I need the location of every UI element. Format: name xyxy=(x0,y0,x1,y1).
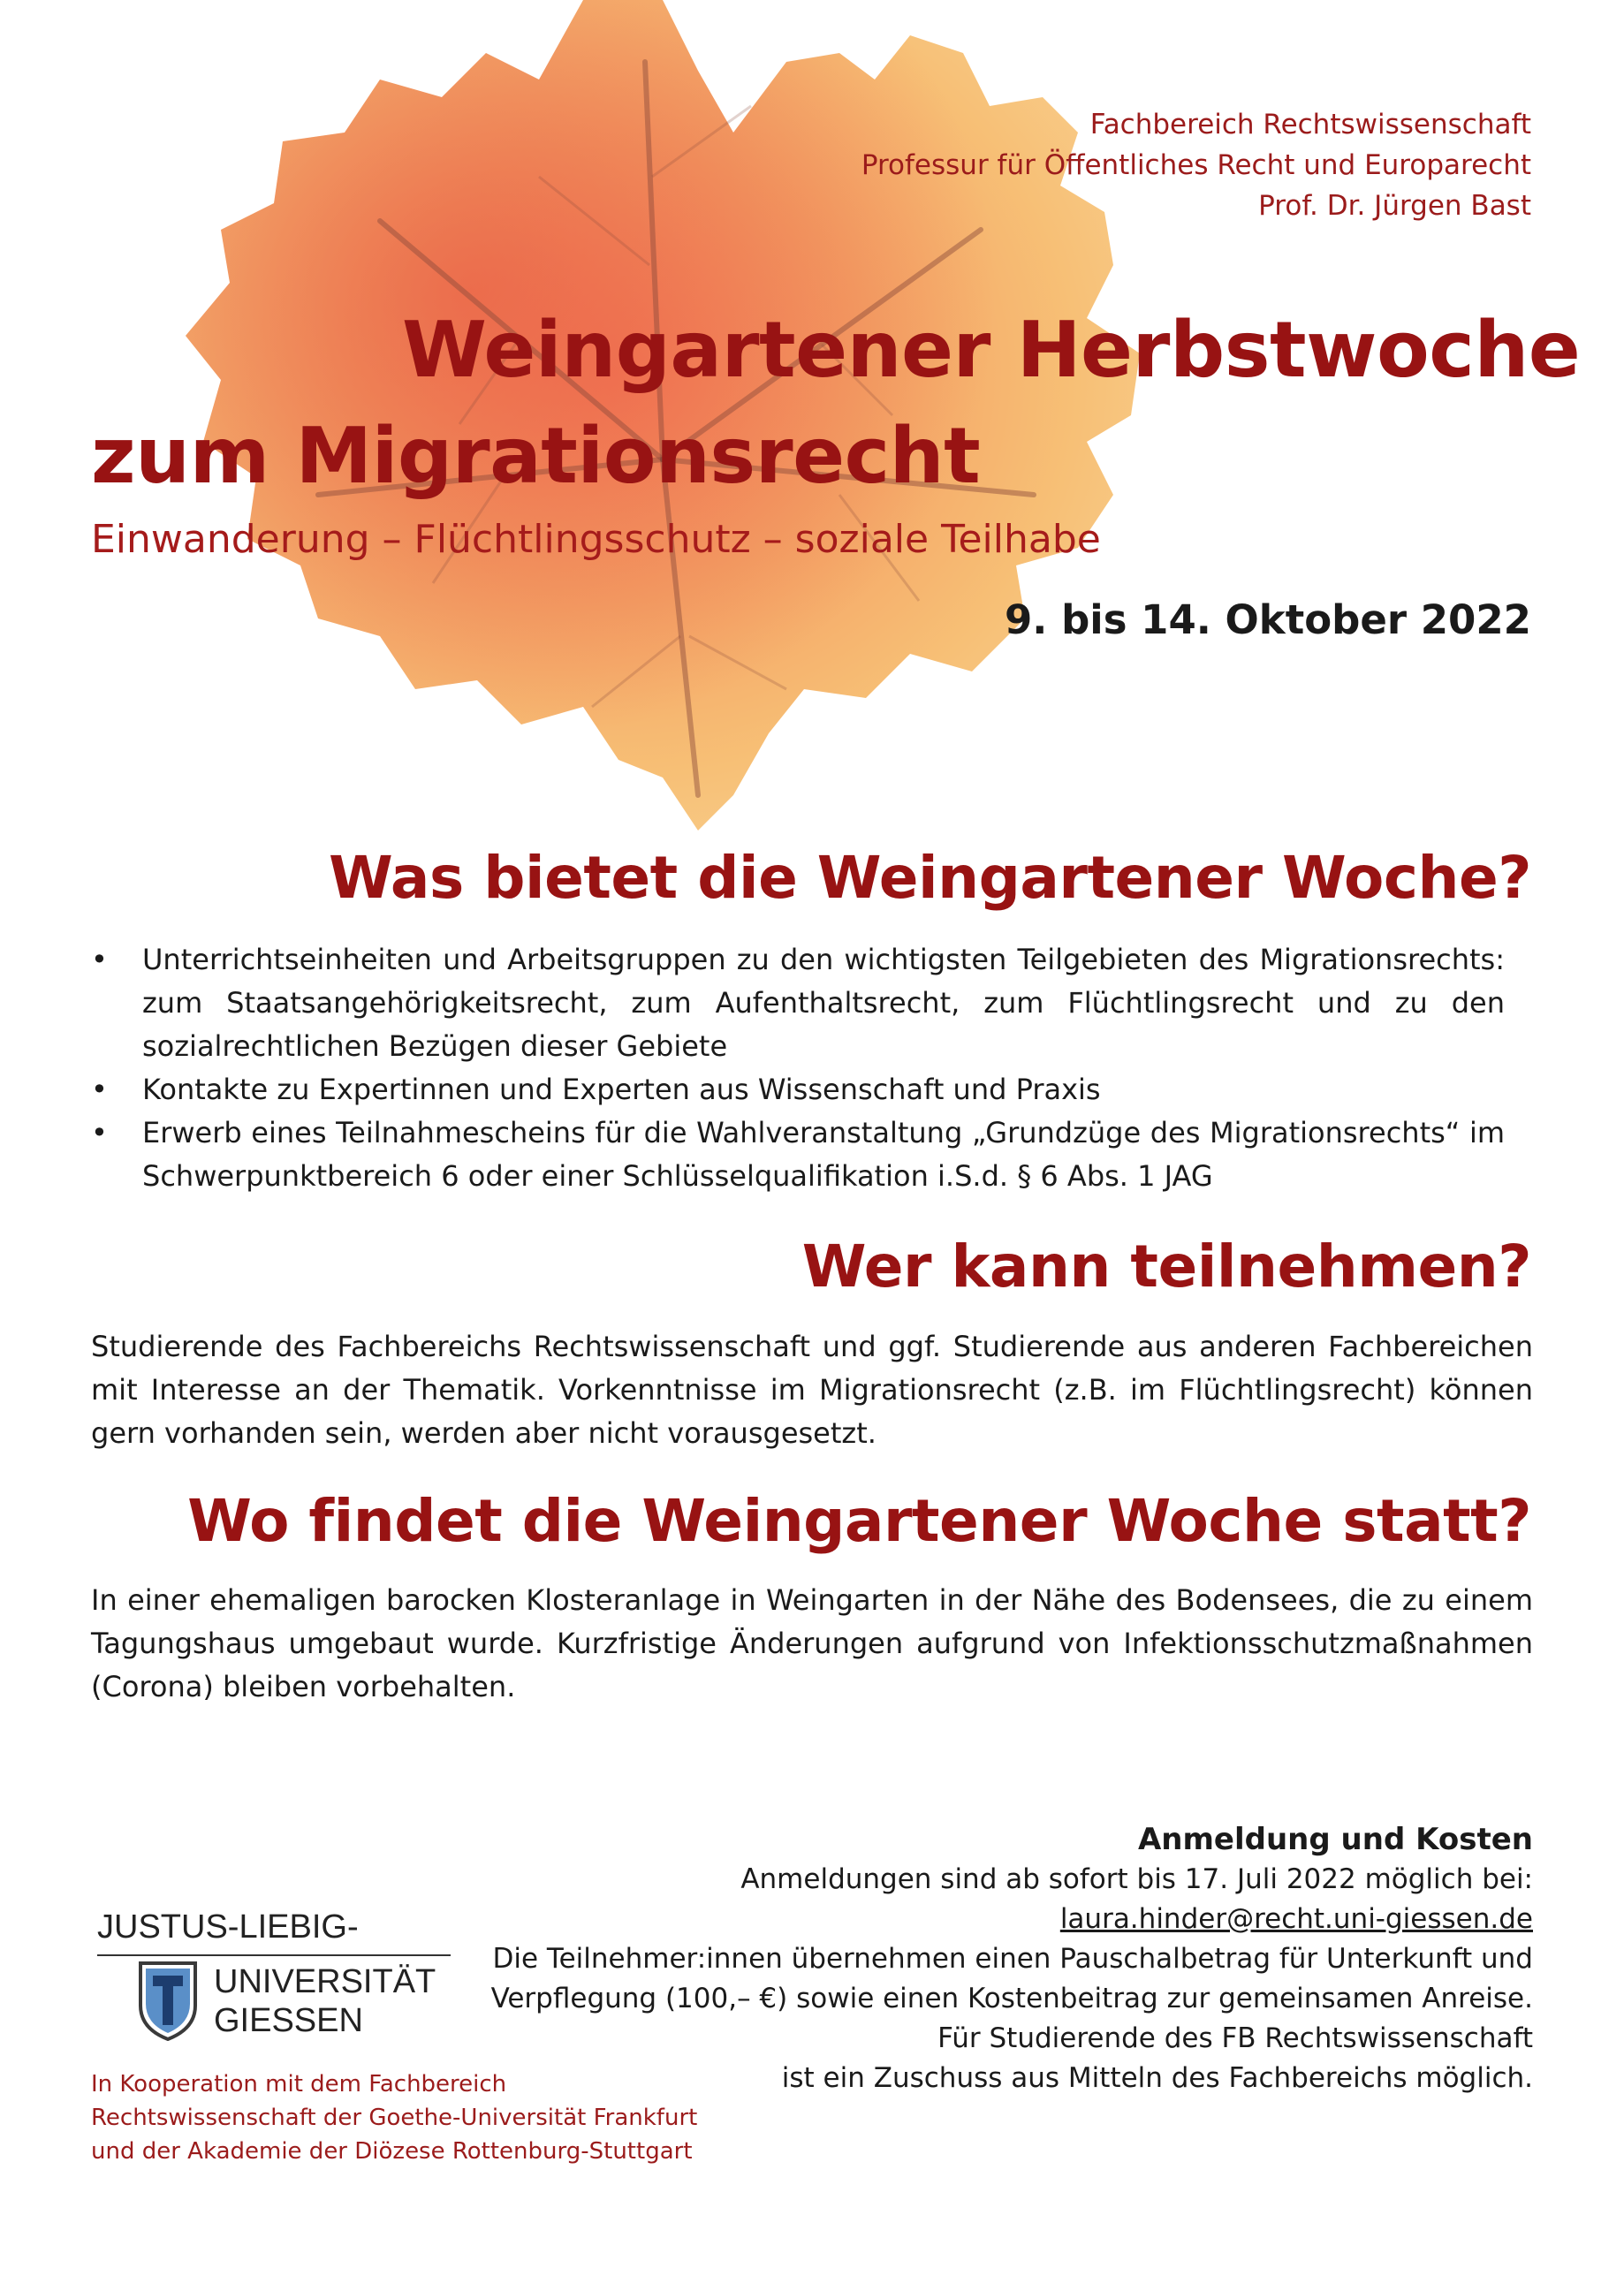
registration-deadline: Anmeldungen sind ab sofort bis 17. Juli 2022 möglich bei: xyxy=(740,1863,1533,1895)
logo-text-line3: GIESSEN xyxy=(214,2002,363,2039)
logo-divider xyxy=(97,1954,451,1956)
logo-text-line1: JUSTUS-LIEBIG- xyxy=(97,1908,359,1946)
where-text: In einer ehemaligen barocken Klosteranlage in Weingarten in der Nähe des Bodensees, die zu einem Tagungshaus umgebaut wurde. Kurzfristige Änderungen aufgrund von Infektionsschutzmaßnahmen (Corona) bleiben vorbehalten. xyxy=(91,1583,1533,1703)
university-shield-icon xyxy=(137,1960,199,2041)
registration-subsidy-line1: Für Studierende des FB Rechtswissenschaft xyxy=(937,2022,1533,2054)
offer-heading: Was bietet die Weingartener Woche? xyxy=(328,844,1531,912)
registration-cost-line1: Die Teilnehmer:innen übernehmen einen Pauschalbetrag für Unterkunft und xyxy=(492,1943,1533,1975)
registration-subsidy-line2: ist ein Zuschuss aus Mitteln des Fachbereichs möglich. xyxy=(781,2062,1533,2094)
who-text: Studierende des Fachbereichs Rechtswissenschaft und ggf. Studierende aus anderen Fachbereichen mit Interesse an der Thematik. Vorkenntnisse im Migrationsrecht (z.B. im Flüchtlingsrecht) können gern vorhanden sein, werden aber nicht vorausgesetzt. xyxy=(91,1330,1533,1450)
event-title-line2: zum Migrationsrecht xyxy=(91,411,981,501)
list-item xyxy=(91,938,1505,1068)
registration-block xyxy=(384,1820,1533,2098)
event-title-line1: Weingartener Herbstwoche xyxy=(402,305,1581,395)
department-header xyxy=(648,104,1531,226)
professor-name: Prof. Dr. Jürgen Bast xyxy=(1258,190,1531,222)
registration-cost-line2: Verpflegung (100,– €) sowie einen Kostenbeitrag zur gemeinsamen Anreise. xyxy=(490,1983,1533,2014)
offer-item-text: Unterrichtseinheiten und Arbeitsgruppen zu den wichtigsten Teilgebieten des Migrationsrechts: zum Staatsangehörigkeitsrecht, zum Aufenthaltsrecht, zum Flüchtlingsrecht und zu den sozialrechtlichen Bezügen dieser Gebiete xyxy=(142,943,1505,1063)
who-heading: Wer kann teilnehmen? xyxy=(801,1233,1531,1301)
bullet-icon: • xyxy=(91,1116,108,1149)
university-logo xyxy=(97,1908,468,2059)
event-subtitle: Einwanderung – Flüchtlingsschutz – soziale Teilhabe xyxy=(91,517,1101,562)
department-name: Fachbereich Rechtswissenschaft xyxy=(1089,109,1531,140)
cooperation-line3: und der Akademie der Diözese Rottenburg-Stuttgart xyxy=(91,2138,693,2165)
list-item xyxy=(91,1068,1505,1111)
bullet-icon: • xyxy=(91,1073,108,1106)
cooperation-line1: In Kooperation mit dem Fachbereich xyxy=(91,2071,507,2098)
event-date: 9. bis 14. Oktober 2022 xyxy=(1005,596,1531,643)
registration-email-link[interactable]: laura.hinder@recht.uni-giessen.de xyxy=(1059,1903,1533,1935)
registration-title: Anmeldung und Kosten xyxy=(1137,1822,1533,1857)
offer-item-text: Erwerb eines Teilnahmescheins für die Wahlveranstaltung „Grundzüge des Migrationsrechts“ im Schwerpunktbereich 6 oder einer Schlüsselqualifikation i.S.d. § 6 Abs. 1 JAG xyxy=(142,1116,1505,1193)
professorship-name: Professur für Öffentliches Recht und Europarecht xyxy=(861,149,1531,181)
bullet-icon: • xyxy=(91,943,108,976)
list-item xyxy=(91,1111,1505,1198)
cooperation-line2: Rechtswissenschaft der Goethe-Universität Frankfurt xyxy=(91,2105,698,2131)
cooperation-note xyxy=(91,2067,763,2168)
offer-item-text: Kontakte zu Expertinnen und Experten aus Wissenschaft und Praxis xyxy=(142,1073,1101,1106)
offer-list xyxy=(91,938,1505,1198)
where-heading: Wo findet die Weingartener Woche statt? xyxy=(187,1487,1531,1555)
logo-text-line2: UNIVERSITÄT xyxy=(214,1963,436,2000)
